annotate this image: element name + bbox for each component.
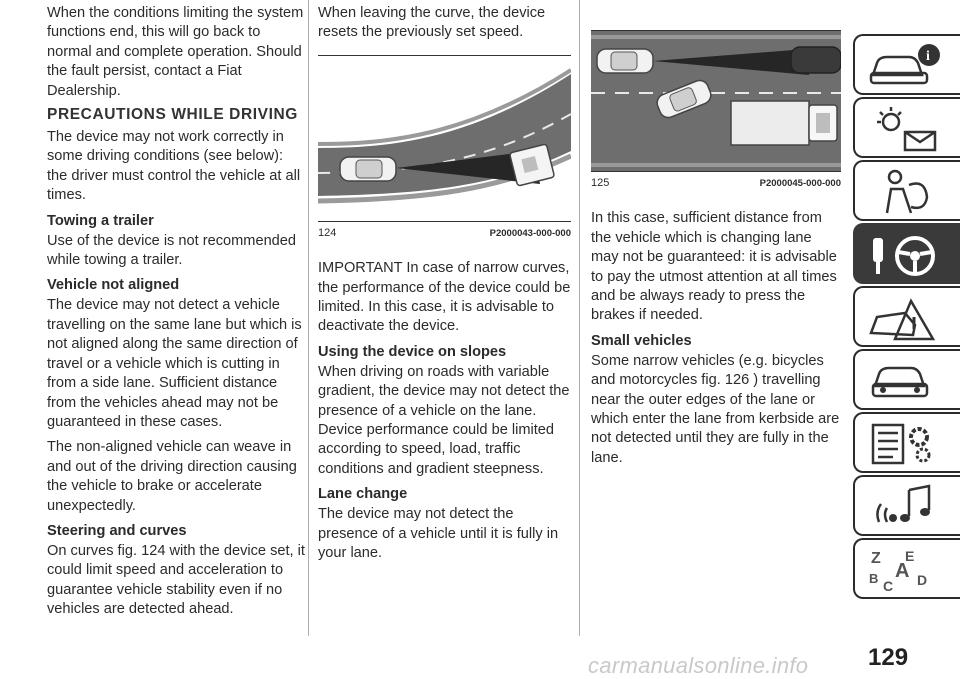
page-number: 129 [868,644,909,671]
steering-wheel-key-icon [865,230,945,280]
subheading-small-vehicles: Small vehicles [591,332,692,349]
tab-maintenance[interactable] [853,349,960,410]
small-vehicles-paragraph: Some narrow vehicles (e.g. bicycles and motorcycles fig. 126 ) travelling near the outer edges of the lane or which enter the lane from kerbside are not detected until they are fully in the lane. [591,352,840,466]
figure-code: P2000043-000-000 [489,227,571,239]
technical-data-icon [865,419,945,469]
svg-text:E: E [905,548,915,564]
text-column-1 [47,4,305,626]
svg-text:i: i [926,49,930,64]
text-column-3 [591,30,841,474]
svg-text:A: A [895,560,910,582]
leaving-curve-paragraph: When leaving the curve, the device resets the previously set speed. [318,5,546,41]
column-divider-1 [308,0,309,636]
figure-number: 124 [318,226,337,239]
figure-code: P2000045-000-000 [759,178,841,189]
subheading-slopes: Using the device on slopes [318,343,507,360]
intro-paragraph: When the conditions limiting the system functions end, this will go back to normal and complete operation. Should the fault persist, contact a Fiat Dealership. [47,5,304,99]
car-accident-icon [865,293,945,343]
tab-index[interactable] [853,538,960,599]
column-divider-2 [579,0,580,636]
tab-emergency[interactable] [853,286,960,347]
car-info-icon [865,41,945,91]
tab-safety[interactable] [853,160,960,221]
not-aligned-paragraph-2: The non-aligned vehicle can weave in and out of the driving direction causing the vehicle to brake or accelerate unexpectedly. [47,439,297,514]
subheading-not-aligned: Vehicle not aligned [47,277,180,294]
lane-change-paragraph: The device may not detect the presence of a vehicle until it is fully in your lane. [318,506,559,562]
watermark: carmanualsonline.info [588,653,809,678]
precautions-paragraph: The device may not work correctly in some driving conditions (see below): the driver must control the vehicle at all times. [47,129,301,204]
section-heading-precautions: PRECAUTIONS WHILE DRIVING [47,106,298,124]
tab-multimedia[interactable] [853,475,960,536]
multimedia-icon [865,482,945,532]
alphabetical-index-icon [865,545,945,595]
car-maintenance-icon [865,356,945,406]
steering-paragraph: On curves fig. 124 with the device set, it could limit speed and acceleration to guarantee vehicle stability even if no vehicles are detected ahead. [47,542,305,618]
figure-125 [591,30,841,193]
svg-text:Z: Z [871,550,881,567]
distance-paragraph: In this case, sufficient distance from the vehicle which is changing lane may not be guaranteed: it is advisable to pay the utmost attention at all times and be always ready to press the brakes if needed. [591,210,837,324]
text-column-2 [318,4,571,570]
curve-road-illustration [318,56,571,221]
not-aligned-paragraph-1: The device may not detect a vehicle travelling on the same lane but which is not aligned along the same direction of travel or a vehicle which is cutting in from a side lane. Sufficient distance from the vehicles ahead may not be guaranteed in these cases. [47,297,302,430]
towing-paragraph: Use of the device is not recommended while towing a trailer. [47,232,297,269]
lane-change-illustration [591,31,841,171]
subheading-lane-change: Lane change [318,486,408,503]
figure-number: 125 [591,177,610,189]
svg-text:D: D [917,572,928,588]
tab-dashboard[interactable] [853,34,960,95]
svg-text:C: C [883,578,894,594]
tab-starting-driving[interactable] [853,223,960,284]
tab-technical-data[interactable] [853,412,960,473]
slopes-paragraph: When driving on roads with variable gradient, the device may not detect the presence of a vehicle on the lane. Device performance could be limited according to speed, load, traffic conditions and gradient steepness. [318,363,570,477]
warning-lights-icon [865,104,945,154]
subheading-steering-curves: Steering and curves [47,522,187,539]
important-paragraph: IMPORTANT In case of narrow curves, the performance of the device could be limited. In this case, it is advisable to deactivate the device. [318,260,571,335]
svg-text:B: B [869,571,879,586]
safety-airbag-icon [865,167,945,217]
subheading-towing: Towing a trailer [47,212,154,229]
tab-warning-lights[interactable] [853,97,960,158]
figure-124 [318,55,571,243]
